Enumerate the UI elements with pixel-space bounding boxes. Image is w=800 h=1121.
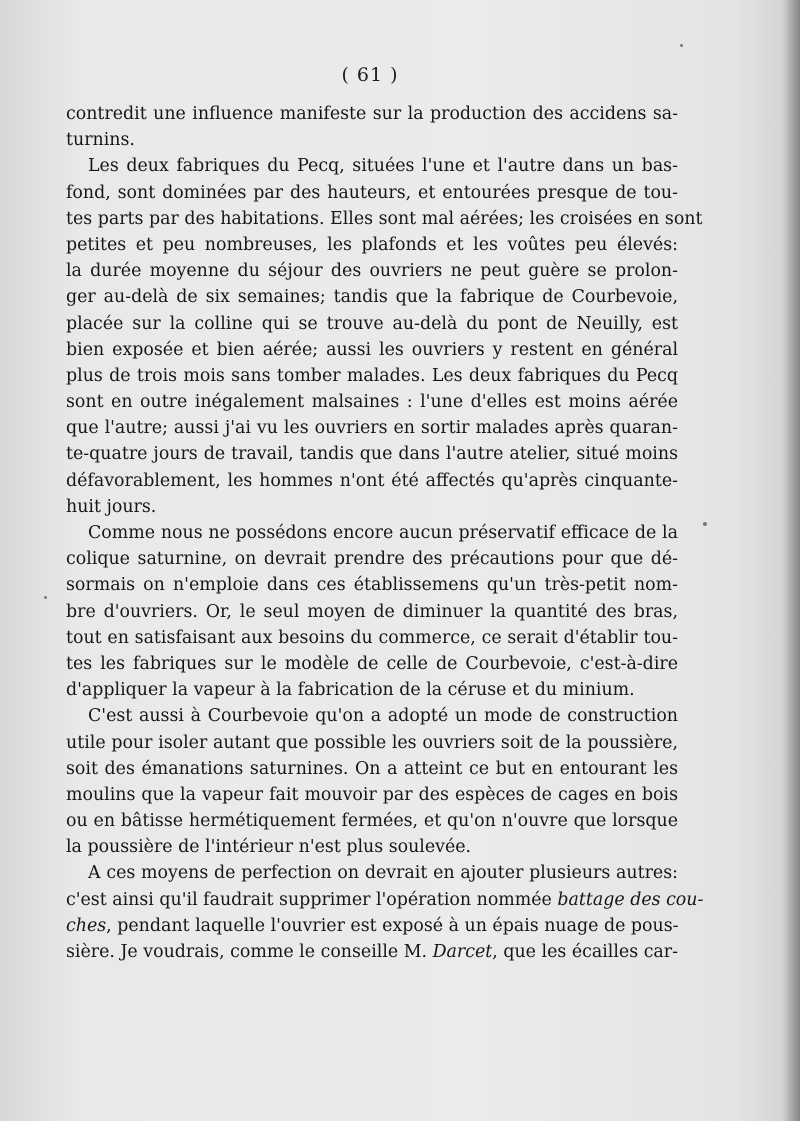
italic-term: battage des cou-: [557, 889, 704, 910]
paragraph: [66, 703, 678, 860]
text-line: d'appliquer la vapeur à la fabrication de la céruse et du minium.: [66, 680, 635, 701]
text-line: C'est aussi à Courbevoie qu'on a adopté un mode de construction: [88, 706, 678, 727]
text-line: bre d'ouvriers. Or, le seul moyen de diminuer la quantité des bras,: [66, 601, 678, 622]
page-number: ( 61 ): [341, 64, 399, 86]
text-line: colique saturnine, on devrait prendre des précautions pour que dé-: [66, 549, 678, 570]
text-line: plus de trois mois sans tomber malades. Les deux fabriques du Pecq: [66, 365, 678, 386]
text-line: huit jours.: [66, 496, 157, 517]
paper-speck: [680, 44, 683, 47]
text-span: c'est ainsi qu'il faudrait supprimer l'opération nommée: [66, 889, 558, 910]
paragraph: [66, 860, 704, 965]
text-line: turnins.: [66, 130, 135, 151]
text-line: soit des émanations saturnines. On a atteint ce but en entourant les: [66, 758, 678, 779]
text-line: A ces moyens de perfection on devrait en ajouter plusieurs autres:: [88, 863, 678, 884]
text-line: [66, 887, 704, 913]
text-line: te-quatre jours de travail, tandis que dans l'autre atelier, situé moins: [66, 444, 678, 465]
text-span: sière. Je voudrais, comme le conseille M.: [66, 942, 433, 962]
text-span: , pendant laquelle l'ouvrier est exposé à un épais nuage de pous-: [106, 915, 679, 936]
text-line: petites et peu nombreuses, les plafonds et les voûtes peu élevés:: [66, 234, 678, 255]
text-line: fond, sont dominées par des hauteurs, et entourées presque de tou-: [66, 182, 678, 203]
text-line: contredit une influence manifeste sur la production des accidens sa-: [66, 104, 678, 124]
text-line: la poussière de l'intérieur n'est plus soulevée.: [66, 837, 472, 858]
text-line: ger au-delà de six semaines; tandis que la fabrique de Courbevoie,: [66, 287, 678, 308]
text-line: sont en outre inégalement malsaines : l'une d'elles est moins aérée: [66, 392, 678, 413]
paper-speck: [44, 596, 47, 599]
text-line: tes les fabriques sur le modèle de celle de Courbevoie, c'est-à-dire: [66, 653, 678, 674]
text-line: défavorablement, les hommes n'ont été affectés qu'après cinquante-: [66, 470, 678, 491]
text-line: utile pour isoler autant que possible les ouvriers soit de la poussière,: [66, 732, 678, 753]
text-line: Les deux fabriques du Pecq, situées l'une et l'autre dans un bas-: [88, 156, 678, 177]
italic-term: ches: [66, 915, 107, 936]
text-line: bien exposée et bien aérée; aussi les ouvriers y restent en général: [66, 339, 678, 360]
text-span: , que les écailles car-: [492, 942, 678, 962]
text-line: que l'autre; aussi j'ai vu les ouvriers en sortir malades après quaran-: [66, 418, 678, 439]
text-line: moulins que la vapeur fait mouvoir par des espèces de cages en bois: [66, 784, 678, 805]
text-line: la durée moyenne du séjour des ouvriers ne peut guère se prolon-: [66, 261, 678, 282]
paragraph: [66, 101, 678, 153]
text-line: [66, 913, 678, 939]
text-line: placée sur la colline qui se trouve au-delà du pont de Neuilly, est: [66, 313, 678, 334]
text-line: sormais on n'emploie dans ces établissemens qu'un très-petit nom-: [66, 575, 678, 596]
text-line: Comme nous ne possédons encore aucun préservatif efficace de la: [88, 523, 678, 543]
text-line: tes parts par des habitations. Elles sont mal aérées; les croisées en sont: [66, 208, 703, 229]
italic-name: Darcet: [432, 942, 493, 962]
text-line: ou en bâtisse hermétiquement fermées, et qu'on n'ouvre que lorsque: [66, 811, 678, 832]
paragraph: [66, 153, 703, 520]
paper-speck: [703, 522, 707, 526]
text-line: tout en satisfaisant aux besoins du commerce, ce serait d'établir tou-: [66, 627, 678, 648]
text-line: [66, 939, 678, 965]
paragraph: [66, 520, 678, 703]
page-spine-shadow: [782, 0, 800, 1121]
body-text: [66, 101, 704, 965]
